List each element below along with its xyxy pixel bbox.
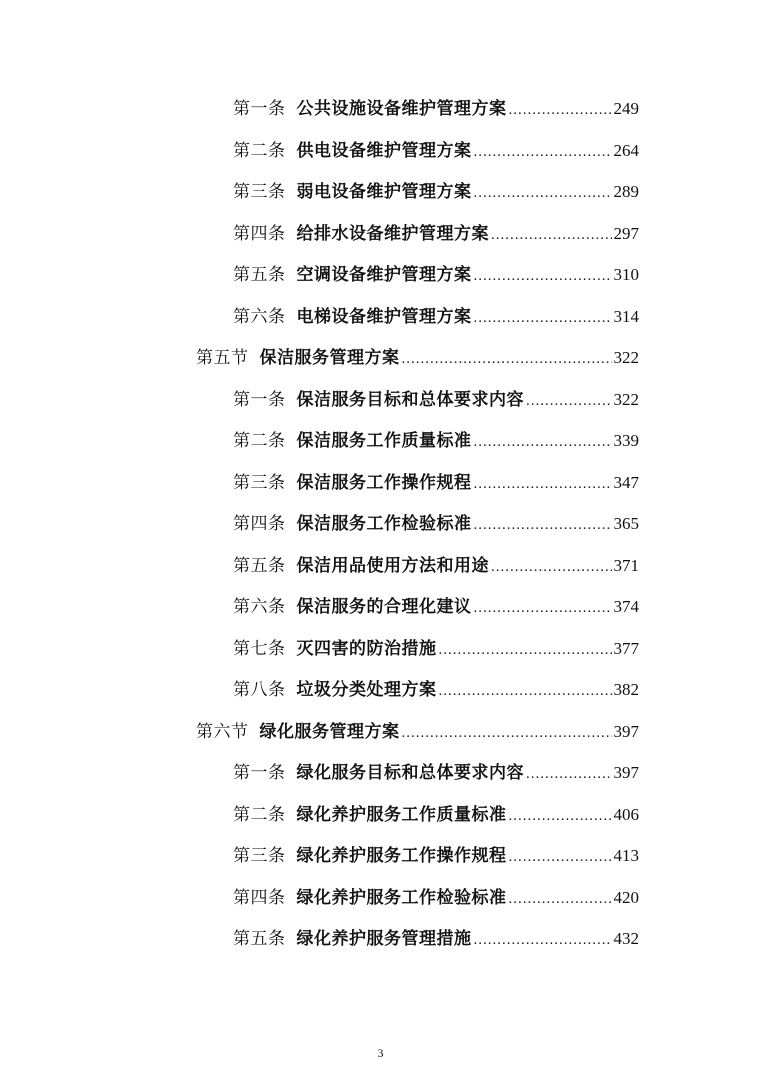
- toc-dot-leader: [474, 590, 612, 626]
- toc-entry-number: 第一条: [233, 99, 286, 119]
- toc-entry-page: 322: [613, 348, 639, 367]
- toc-dot-leader: [402, 341, 612, 377]
- toc-entry-number: 第三条: [233, 846, 286, 866]
- toc-entry[interactable]: [233, 921, 639, 957]
- toc-entry-page: 365: [613, 514, 639, 533]
- toc-entry-title: 给排水设备维护管理方案: [296, 223, 489, 244]
- toc-entry-title: 绿化养护服务工作质量标准: [296, 804, 507, 825]
- toc-entry-number: 第三条: [233, 182, 286, 202]
- toc-entry-title: 绿化服务目标和总体要求内容: [296, 763, 524, 783]
- toc-entry-number: 第八条: [233, 680, 286, 700]
- toc-entry-page: 347: [613, 472, 639, 492]
- page-number: 3: [377, 1046, 384, 1060]
- toc-entry[interactable]: [233, 631, 639, 667]
- toc-entry[interactable]: [233, 755, 639, 791]
- toc-entry-number: 第二条: [233, 431, 286, 451]
- toc-entry[interactable]: [233, 174, 639, 210]
- toc-dot-leader: [509, 839, 612, 875]
- toc-dot-leader: [474, 175, 612, 211]
- toc-entry-title: 保洁服务工作质量标准: [296, 431, 472, 451]
- toc-entry-number: 第四条: [233, 887, 286, 908]
- toc-entry-page: 377: [613, 638, 639, 658]
- toc-entry-number: 第五条: [233, 929, 286, 949]
- toc-entry-page: 374: [613, 597, 639, 616]
- toc-entry-title: 绿化养护服务工作检验标准: [296, 887, 507, 908]
- toc-entry-title: 保洁用品使用方法和用途: [296, 555, 489, 576]
- toc-entry[interactable]: [233, 880, 639, 916]
- toc-entry[interactable]: [233, 257, 639, 293]
- toc-dot-leader: [474, 922, 612, 958]
- toc-entry[interactable]: [233, 465, 639, 501]
- toc-dot-leader: [509, 92, 612, 128]
- toc-section-entry[interactable]: [196, 714, 639, 750]
- toc-entry-number: 第四条: [233, 223, 286, 244]
- toc-entry-title: 灭四害的防治措施: [296, 638, 437, 659]
- toc-dot-leader: [474, 134, 612, 170]
- toc-entry-page: 397: [613, 721, 639, 741]
- toc-entry-page: 314: [613, 306, 639, 326]
- toc-entry-title: 公共设施设备维护管理方案: [296, 99, 507, 119]
- toc-entry-page: 339: [613, 431, 639, 450]
- toc-dot-leader: [509, 798, 612, 834]
- toc-dot-leader: [439, 673, 612, 709]
- toc-entry-title: 垃圾分类处理方案: [296, 680, 437, 700]
- toc-entry-title: 保洁服务管理方案: [259, 348, 400, 368]
- toc-entry-page: 249: [613, 99, 639, 118]
- toc-entry-page: 382: [613, 680, 639, 699]
- toc-entry-number: 第七条: [233, 638, 286, 659]
- toc-entry-page: 432: [613, 929, 639, 948]
- toc-entry[interactable]: [233, 548, 639, 584]
- toc-entry-title: 空调设备维护管理方案: [296, 265, 472, 285]
- toc-section-entry[interactable]: [196, 340, 639, 376]
- toc-entry-page: 264: [613, 140, 639, 160]
- toc-entry-number: 第一条: [233, 763, 286, 783]
- toc-entry-number: 第六条: [233, 597, 286, 617]
- toc-dot-leader: [474, 466, 612, 502]
- toc-entry-number: 第一条: [233, 389, 286, 410]
- toc-entry-number: 第六节: [196, 721, 249, 742]
- toc-entry-number: 第二条: [233, 804, 286, 825]
- toc-dot-leader: [491, 217, 612, 253]
- toc-entry-number: 第四条: [233, 514, 286, 534]
- toc-entry[interactable]: [233, 506, 639, 542]
- toc-entry-number: 第六条: [233, 306, 286, 327]
- toc-entry[interactable]: [233, 299, 639, 335]
- toc-entry-title: 绿化服务管理方案: [259, 721, 400, 742]
- toc-entry-number: 第五条: [233, 265, 286, 285]
- toc-entry-number: 第二条: [233, 140, 286, 161]
- toc-entry[interactable]: [233, 838, 639, 874]
- toc-dot-leader: [491, 549, 612, 585]
- toc-entry-page: 371: [613, 555, 639, 575]
- toc-entry-page: 397: [613, 763, 639, 782]
- toc-entry-page: 420: [613, 887, 639, 907]
- toc-entry-page: 322: [613, 389, 639, 409]
- toc-entry-page: 297: [613, 223, 639, 243]
- toc-dot-leader: [526, 383, 612, 419]
- toc-entry[interactable]: [233, 216, 639, 252]
- toc-entry-title: 保洁服务的合理化建议: [296, 597, 472, 617]
- toc-entry-page: 406: [613, 804, 639, 824]
- toc-entry-title: 供电设备维护管理方案: [296, 140, 472, 161]
- toc-entry[interactable]: [233, 672, 639, 708]
- toc-entry-number: 第三条: [233, 472, 286, 493]
- toc-entry[interactable]: [233, 382, 639, 418]
- toc-dot-leader: [402, 715, 612, 751]
- toc-dot-leader: [474, 300, 612, 336]
- toc-entry-title: 保洁服务工作检验标准: [296, 514, 472, 534]
- toc-entry[interactable]: [233, 91, 639, 127]
- toc-entry-page: 310: [613, 265, 639, 284]
- toc-entry[interactable]: [233, 589, 639, 625]
- toc-entry-title: 电梯设备维护管理方案: [296, 306, 472, 327]
- toc-entry-title: 弱电设备维护管理方案: [296, 182, 472, 202]
- toc-dot-leader: [526, 756, 612, 792]
- toc-dot-leader: [474, 424, 612, 460]
- toc-entry[interactable]: [233, 797, 639, 833]
- toc-entry-number: 第五条: [233, 555, 286, 576]
- toc-entry-title: 保洁服务工作操作规程: [296, 472, 472, 493]
- toc-entry-number: 第五节: [196, 348, 249, 368]
- toc-dot-leader: [509, 881, 612, 917]
- toc-entry-title: 保洁服务目标和总体要求内容: [296, 389, 524, 410]
- toc-entry-title: 绿化养护服务工作操作规程: [296, 846, 507, 866]
- toc-entry[interactable]: [233, 133, 639, 169]
- toc-entry-page: 413: [613, 846, 639, 865]
- toc-entry-page: 289: [613, 182, 639, 201]
- toc-entry[interactable]: [233, 423, 639, 459]
- toc-entry-title: 绿化养护服务管理措施: [296, 929, 472, 949]
- toc-dot-leader: [474, 507, 612, 543]
- toc-dot-leader: [474, 258, 612, 294]
- toc-dot-leader: [439, 632, 612, 668]
